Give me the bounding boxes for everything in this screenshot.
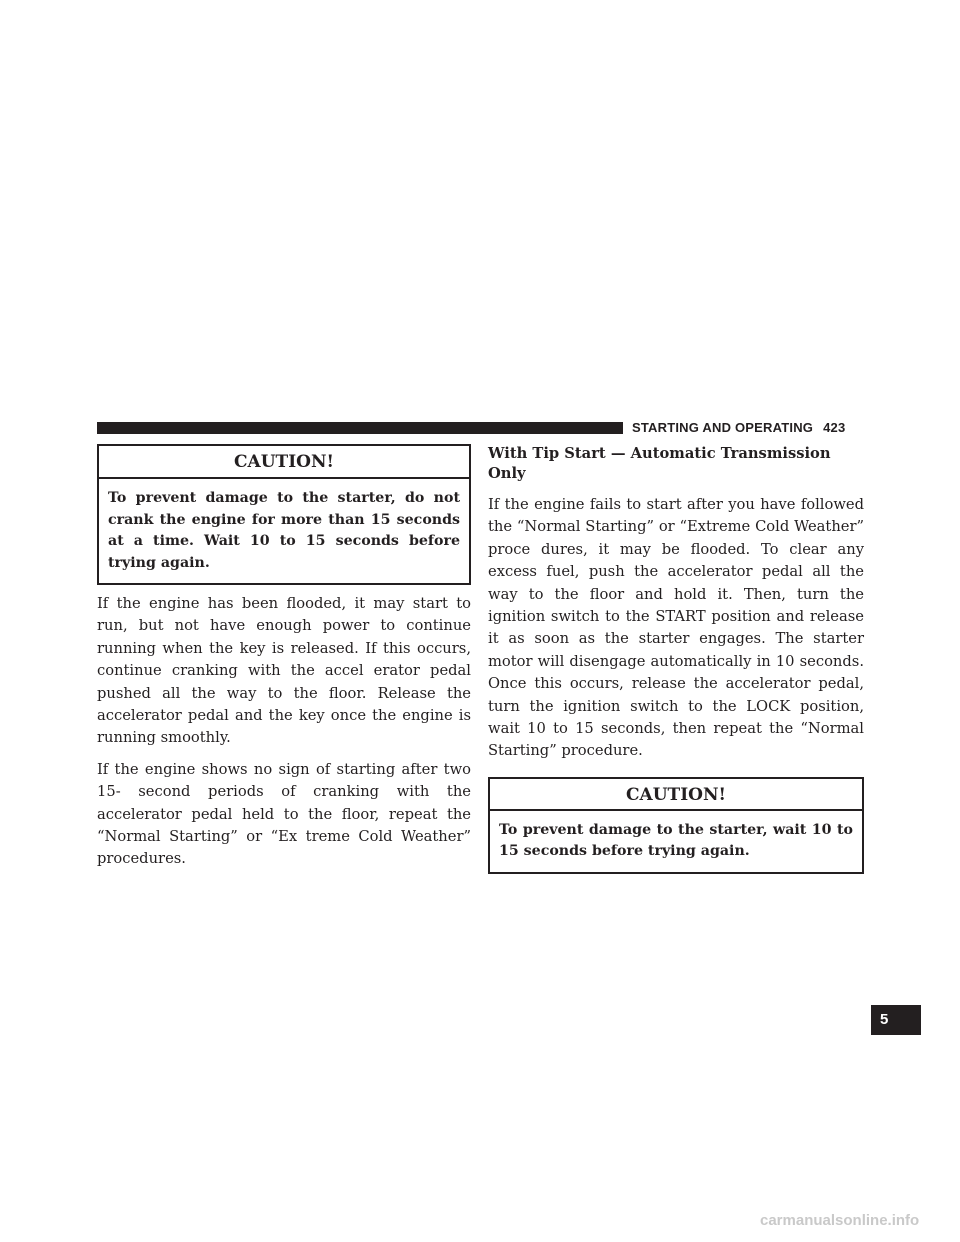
paragraph-no-start: If the engine shows no sign of starting after two 15- second periods of cranking with the accelerator pedal held to the floor, repeat the “Normal Starting” or “Ex treme Cold Weather” procedures. — [97, 760, 471, 868]
caution-text: To prevent damage to the starter, wait 10 to 15 seconds before trying again. — [499, 821, 853, 860]
caution-title: CAUTION! — [99, 446, 469, 479]
caution-box — [488, 777, 864, 874]
right-column — [488, 444, 864, 874]
running-header — [632, 420, 845, 436]
caution-text: To prevent damage to the starter, do not crank the engine for more than 15 seconds at a time. Wait 10 to 15 seconds before trying again. — [108, 490, 460, 571]
chapter-tab: 5 — [871, 1005, 921, 1035]
left-column — [97, 444, 471, 880]
section-title: STARTING AND OPERATING — [632, 420, 814, 435]
watermark: carmanualsonline.info — [760, 1212, 920, 1229]
page-number: 423 — [823, 420, 846, 435]
caution-title: CAUTION! — [490, 779, 862, 811]
header-rule — [97, 422, 623, 434]
paragraph-tip-start: If the engine fails to start after you have followed the “Normal Starting” or “Extreme Cold Weather” proce dures, it may be flooded. To clear any excess fuel, push the accelerator pedal all the way to the floor and hold it. Then, turn the ignition switch to the START position and release it as soon as the starter engages. The starter motor will disengage automatically in 10 seconds. Once this occurs, release the accelerator pedal, turn the ignition switch to the LOCK position, wait 10 to 15 seconds, then repeat the “Normal Starting” procedure. — [488, 496, 864, 760]
paragraph-flooded: If the engine has been flooded, it may start to run, but not have enough power to continue running when the key is released. If this occurs, continue cranking with the accel erator pedal pushed all the way to the floor. Release the accelerator pedal and the key once the engine is running smoothly. — [97, 595, 471, 747]
caution-box — [97, 444, 471, 585]
subheading: With Tip Start — Automatic Transmission Only — [488, 445, 831, 482]
